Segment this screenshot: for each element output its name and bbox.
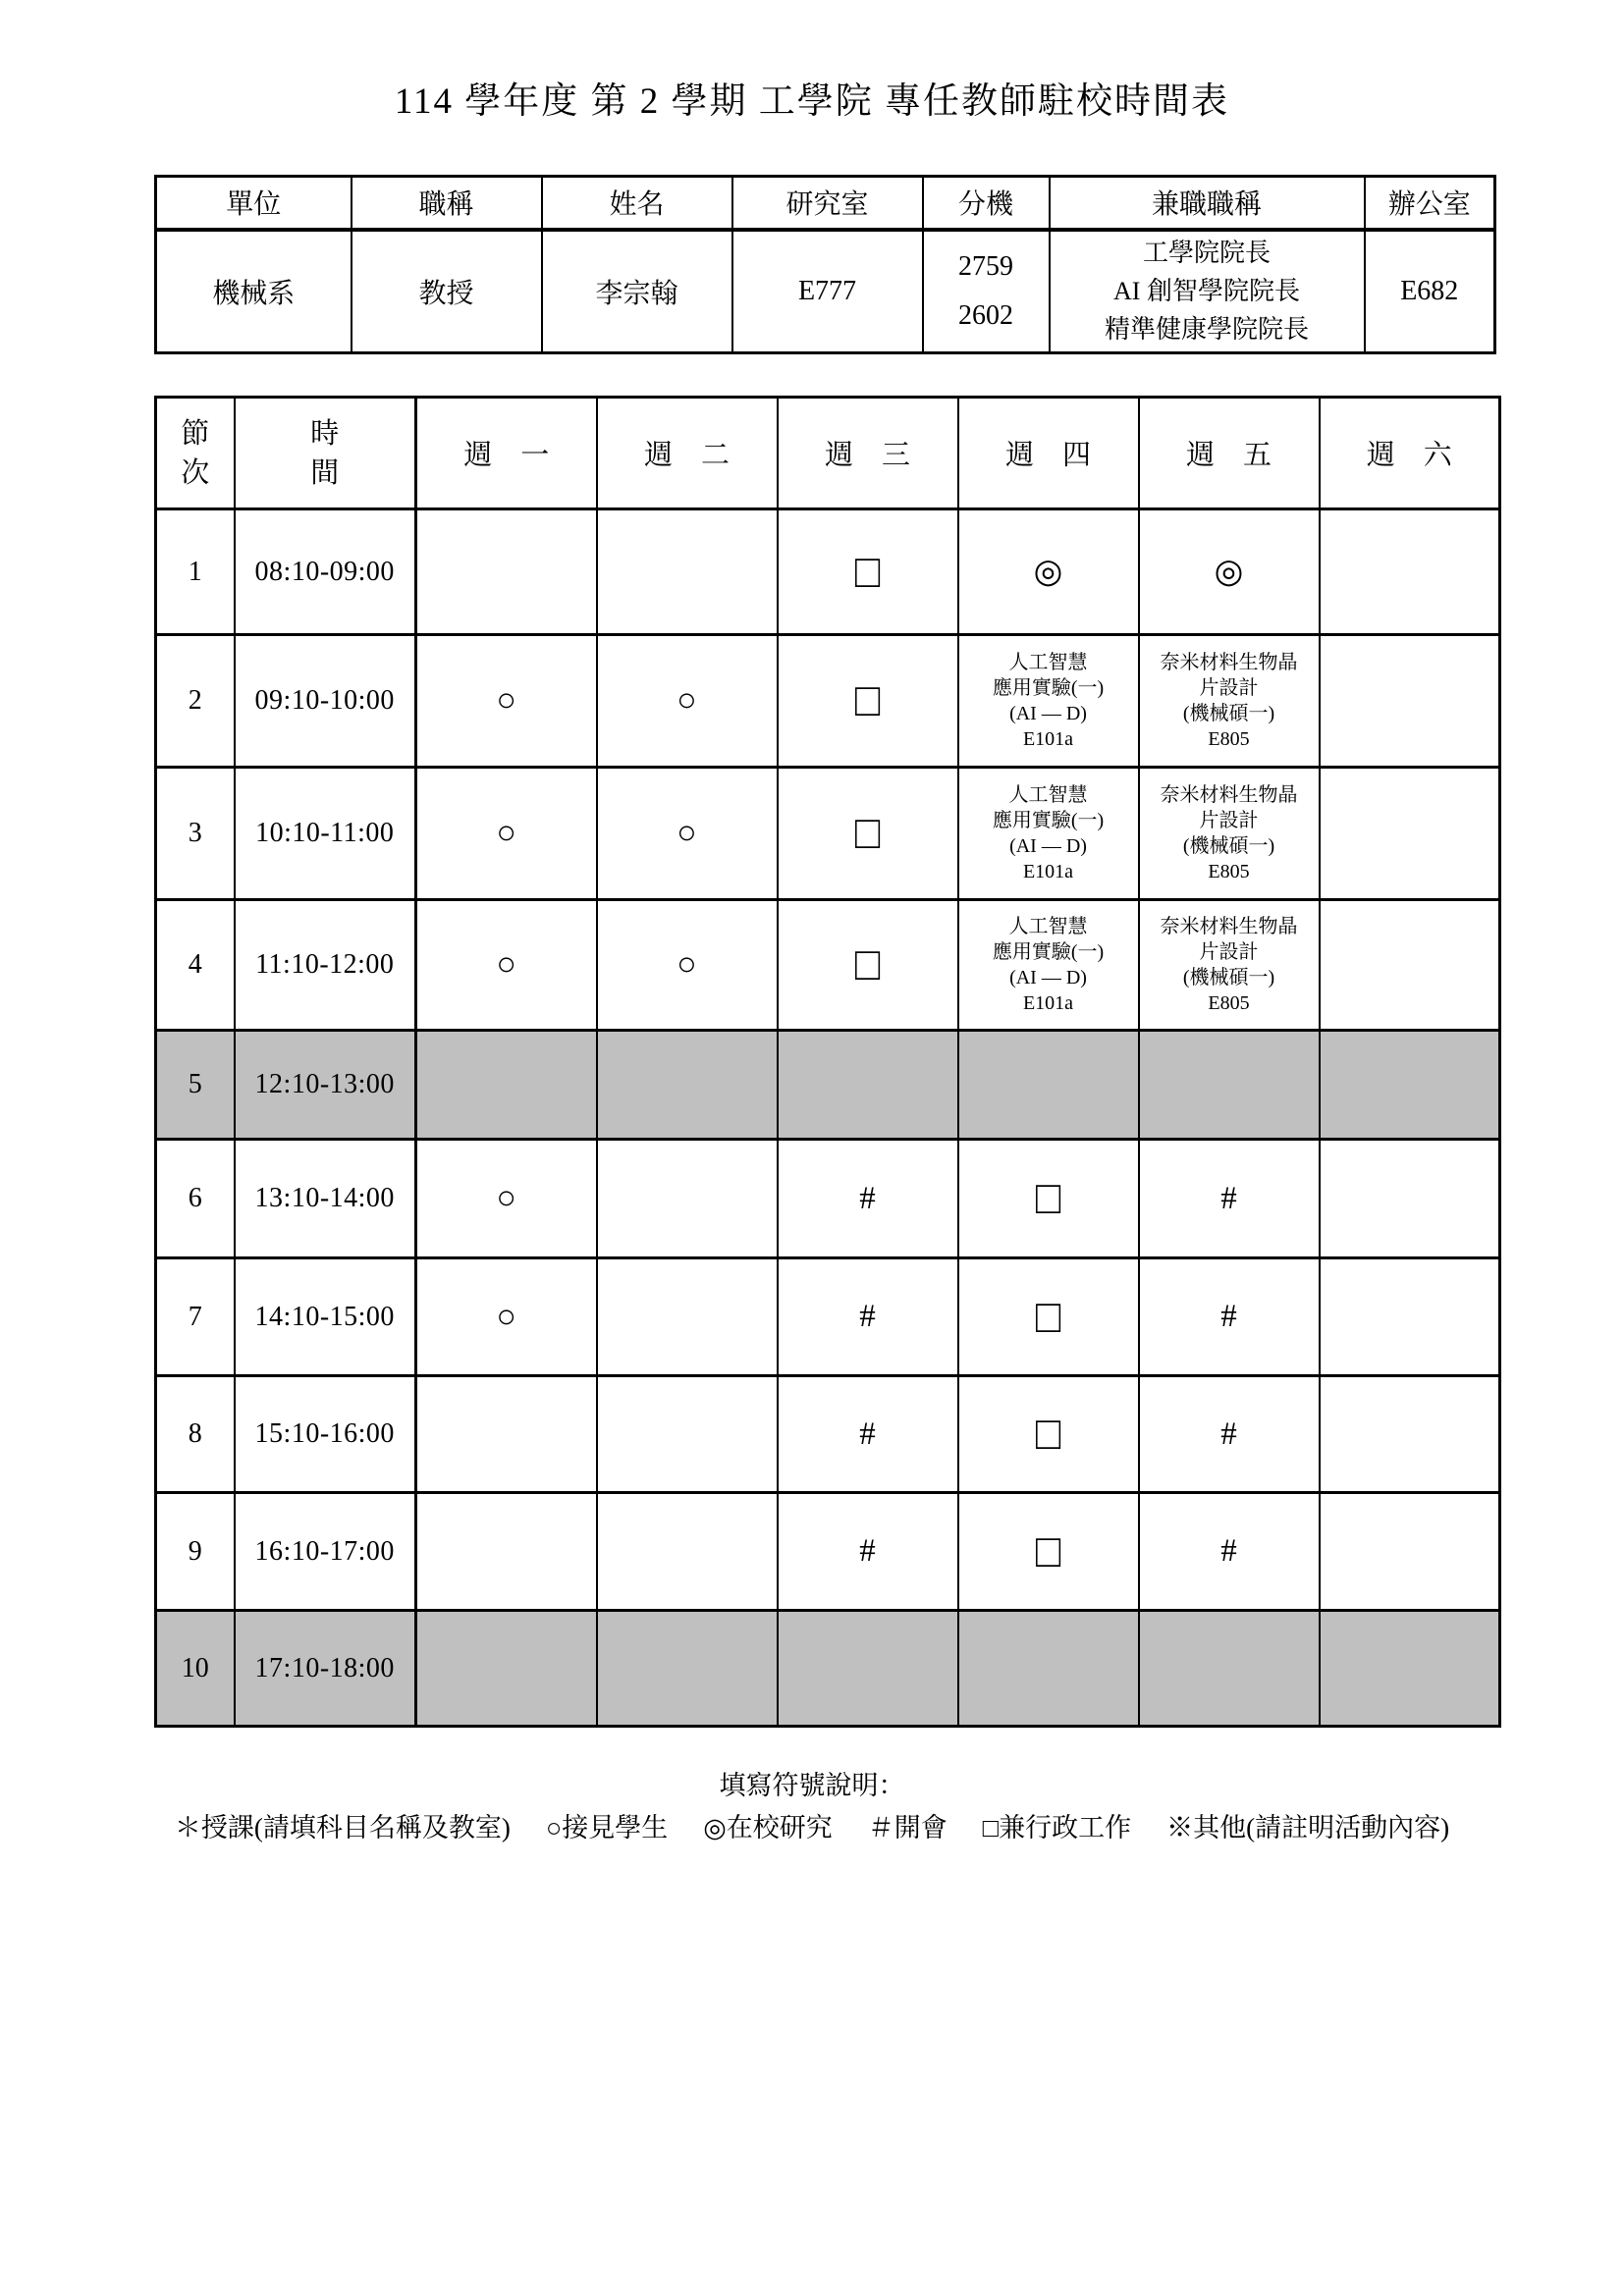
time-cell: 08:10-09:00 [235, 509, 416, 635]
hash-icon: # [859, 1415, 876, 1452]
header-monday: 週 一 [416, 398, 597, 509]
schedule-table [154, 396, 1501, 1728]
period-cell: 2 [156, 635, 235, 768]
info-header-row [156, 177, 1495, 230]
concurrent-titles-cell [1050, 230, 1365, 353]
cell-sat [1320, 1376, 1500, 1493]
cell-tue [597, 1493, 778, 1611]
course-line: E805 [1208, 728, 1250, 750]
extension-cell [923, 230, 1050, 353]
concurrent-title-line: AI 創智學院院長 [1113, 277, 1300, 306]
office-cell: E682 [1365, 230, 1495, 353]
info-data-row [156, 230, 1495, 353]
info-header-name: 姓名 [542, 177, 732, 230]
cell-thu-course [958, 635, 1139, 768]
square-icon: □ [1035, 1291, 1061, 1343]
header-period-line: 節 [181, 417, 210, 450]
cell-tue [597, 635, 778, 768]
cell-thu [958, 1493, 1139, 1611]
circle-icon: ○ [496, 946, 517, 983]
period-cell: 5 [156, 1031, 235, 1140]
header-tuesday: 週 二 [597, 398, 778, 509]
header-period-line: 次 [181, 456, 210, 489]
hash-icon: # [1220, 1533, 1237, 1569]
concurrent-title-line: 精準健康學院院長 [1104, 315, 1309, 345]
time-cell: 13:10-14:00 [235, 1140, 416, 1258]
info-header-unit: 單位 [156, 177, 352, 230]
cell-sat [1320, 635, 1500, 768]
period-cell: 7 [156, 1258, 235, 1376]
header-time-line: 時 [310, 417, 340, 450]
info-header-research-room: 研究室 [732, 177, 923, 230]
course-line: 人工智慧 [1008, 784, 1088, 806]
cell-wed [778, 1611, 958, 1727]
extension-line: 2759 [958, 250, 1013, 282]
schedule-row-7 [156, 1258, 1500, 1376]
schedule-row-9 [156, 1493, 1500, 1611]
cell-fri [1139, 1031, 1320, 1140]
cell-mon [416, 1611, 597, 1727]
cell-tue [597, 1031, 778, 1140]
square-icon: □ [1035, 1525, 1061, 1577]
square-icon: □ [1035, 1172, 1061, 1225]
circle-icon: ○ [677, 682, 697, 719]
course-line: E805 [1208, 992, 1250, 1014]
cell-fri-course [1139, 768, 1320, 900]
cell-sat [1320, 1031, 1500, 1140]
cell-mon [416, 900, 597, 1031]
cell-tue [597, 1376, 778, 1493]
course-line: (機械碩一) [1182, 967, 1275, 988]
period-cell: 4 [156, 900, 235, 1031]
circle-icon: ○ [496, 1298, 517, 1335]
period-cell: 10 [156, 1611, 235, 1727]
course-line: 應用實驗(一) [992, 941, 1105, 963]
period-cell: 3 [156, 768, 235, 900]
circle-icon: ○ [496, 1180, 517, 1216]
legend-item-meeting: ＃開會 [867, 1813, 947, 1842]
cell-wed [778, 1140, 958, 1258]
course-line: 應用實驗(一) [992, 810, 1105, 831]
cell-tue [597, 1611, 778, 1727]
course-line: 奈米材料生物晶 [1160, 784, 1298, 806]
time-cell: 12:10-13:00 [235, 1031, 416, 1140]
cell-tue [597, 768, 778, 900]
cell-thu [958, 509, 1139, 635]
course-line: E101a [1022, 861, 1074, 882]
teacher-name-cell: 李宗翰 [542, 230, 732, 353]
job-title-cell: 教授 [352, 230, 542, 353]
header-period [156, 398, 235, 509]
cell-thu-course [958, 900, 1139, 1031]
course-line: 片設計 [1199, 810, 1259, 831]
cell-mon [416, 635, 597, 768]
period-cell: 1 [156, 509, 235, 635]
time-cell: 14:10-15:00 [235, 1258, 416, 1376]
cell-sat [1320, 1140, 1500, 1258]
schedule-row-4 [156, 900, 1500, 1031]
cell-fri-course [1139, 635, 1320, 768]
cell-sat [1320, 768, 1500, 900]
period-cell: 9 [156, 1493, 235, 1611]
hash-icon: # [859, 1180, 876, 1216]
hash-icon: # [859, 1533, 876, 1569]
cell-sat [1320, 900, 1500, 1031]
circle-icon: ○ [496, 815, 517, 851]
info-header-job-title: 職稱 [352, 177, 542, 230]
course-line: E101a [1022, 992, 1074, 1014]
cell-tue [597, 509, 778, 635]
circle-icon: ○ [677, 815, 697, 851]
hash-icon: # [1220, 1415, 1237, 1452]
course-line: 人工智慧 [1008, 916, 1088, 937]
cell-wed [778, 1258, 958, 1376]
hash-icon: # [859, 1299, 876, 1334]
square-icon: □ [854, 807, 881, 860]
time-cell: 09:10-10:00 [235, 635, 416, 768]
info-header-extension: 分機 [923, 177, 1050, 230]
legend-item-meet-students: ○接見學生 [545, 1813, 669, 1842]
cell-thu [958, 1376, 1139, 1493]
cell-wed [778, 635, 958, 768]
legend-item-other: ※其他(請註明活動內容) [1166, 1813, 1450, 1842]
square-icon: □ [854, 546, 881, 598]
concurrent-title-line: 工學院院長 [1142, 239, 1271, 268]
course-line: (機械碩一) [1182, 835, 1275, 857]
square-icon: □ [854, 674, 881, 727]
time-cell: 15:10-16:00 [235, 1376, 416, 1493]
header-saturday: 週 六 [1320, 398, 1500, 509]
cell-thu [958, 1031, 1139, 1140]
cell-wed [778, 1493, 958, 1611]
course-line: (AI — D) [1009, 703, 1087, 724]
cell-tue [597, 900, 778, 1031]
time-cell: 16:10-17:00 [235, 1493, 416, 1611]
cell-sat [1320, 1493, 1500, 1611]
course-line: 應用實驗(一) [992, 677, 1105, 699]
course-line: (AI — D) [1009, 835, 1087, 857]
cell-mon [416, 1493, 597, 1611]
period-cell: 6 [156, 1140, 235, 1258]
time-cell: 17:10-18:00 [235, 1611, 416, 1727]
time-cell: 10:10-11:00 [235, 768, 416, 900]
time-cell: 11:10-12:00 [235, 900, 416, 1031]
header-thursday: 週 四 [958, 398, 1139, 509]
legend-item-teaching: ＊授課(請填科目名稱及教室) [174, 1813, 511, 1842]
cell-fri [1139, 1140, 1320, 1258]
cell-sat [1320, 1258, 1500, 1376]
cell-sat [1320, 509, 1500, 635]
cell-fri [1139, 1258, 1320, 1376]
cell-mon [416, 509, 597, 635]
unit-cell: 機械系 [156, 230, 352, 353]
cell-tue [597, 1258, 778, 1376]
legend-title: 填寫符號說明： [719, 1771, 905, 1800]
header-time [235, 398, 416, 509]
period-cell: 8 [156, 1376, 235, 1493]
course-line: (AI — D) [1009, 967, 1087, 988]
course-line: 人工智慧 [1008, 652, 1088, 673]
course-line: 奈米材料生物晶 [1160, 652, 1298, 673]
teacher-info-table [154, 175, 1496, 354]
cell-tue [597, 1140, 778, 1258]
cell-wed [778, 900, 958, 1031]
cell-fri [1139, 1493, 1320, 1611]
legend-item-research: ◎在校研究 [703, 1813, 833, 1842]
info-header-office: 辦公室 [1365, 177, 1495, 230]
double-circle-icon: ◎ [1033, 553, 1063, 590]
circle-icon: ○ [496, 682, 517, 719]
extension-line: 2602 [958, 299, 1013, 331]
cell-fri [1139, 509, 1320, 635]
cell-fri-course [1139, 900, 1320, 1031]
legend-items [0, 1806, 1624, 1844]
header-time-line: 間 [310, 456, 340, 489]
cell-mon [416, 1376, 597, 1493]
hash-icon: # [1220, 1180, 1237, 1216]
cell-mon [416, 1031, 597, 1140]
schedule-row-6 [156, 1140, 1500, 1258]
circle-icon: ○ [677, 946, 697, 983]
cell-thu [958, 1258, 1139, 1376]
cell-wed [778, 1376, 958, 1493]
cell-fri [1139, 1611, 1320, 1727]
course-line: 片設計 [1199, 941, 1259, 963]
cell-mon [416, 1140, 597, 1258]
course-line: (機械碩一) [1182, 703, 1275, 724]
info-header-concurrent-title: 兼職職稱 [1050, 177, 1365, 230]
cell-wed [778, 1031, 958, 1140]
page-title: 114 學年度 第 2 學期 工學院 專任教師駐校時間表 [394, 81, 1230, 122]
square-icon: □ [1035, 1408, 1061, 1461]
cell-thu [958, 1611, 1139, 1727]
legend-item-admin: □兼行政工作 [982, 1813, 1132, 1842]
schedule-row-10 [156, 1611, 1500, 1727]
cell-thu-course [958, 768, 1139, 900]
research-room-cell: E777 [732, 230, 923, 353]
course-line: 奈米材料生物晶 [1160, 916, 1298, 937]
course-line: E805 [1208, 861, 1250, 882]
cell-thu [958, 1140, 1139, 1258]
schedule-row-3 [156, 768, 1500, 900]
cell-sat [1320, 1611, 1500, 1727]
cell-fri [1139, 1376, 1320, 1493]
header-wednesday: 週 三 [778, 398, 958, 509]
square-icon: □ [854, 938, 881, 991]
double-circle-icon: ◎ [1214, 553, 1244, 590]
cell-wed [778, 768, 958, 900]
schedule-row-5-lunch [156, 1031, 1500, 1140]
cell-mon [416, 768, 597, 900]
hash-icon: # [1220, 1299, 1237, 1334]
schedule-row-2 [156, 635, 1500, 768]
schedule-header-row [156, 398, 1500, 509]
course-line: 片設計 [1199, 677, 1259, 699]
schedule-row-1 [156, 509, 1500, 635]
cell-mon [416, 1258, 597, 1376]
course-line: E101a [1022, 728, 1074, 750]
schedule-row-8 [156, 1376, 1500, 1493]
header-friday: 週 五 [1139, 398, 1320, 509]
cell-wed [778, 509, 958, 635]
